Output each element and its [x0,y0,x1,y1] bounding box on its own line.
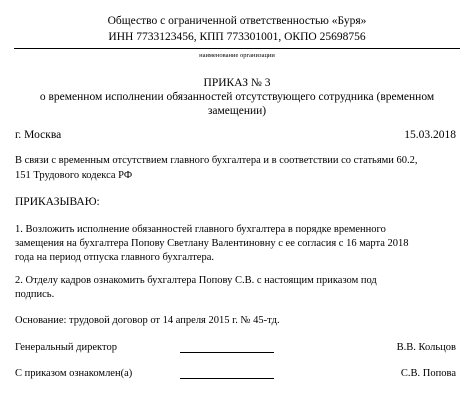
item-2-line-1: 2. Отделу кадров ознакомить бухгалтера Попову С.В. с настоящим приказом под [15,275,377,286]
order-word: ПРИКАЗЫВАЮ: [15,196,100,208]
organization-underline [14,48,460,49]
order-date: 15.03.2018 [404,129,456,141]
director-signature-line [180,352,274,353]
item-1-line-2: замещения на бухгалтера Попову Светлану Валентиновну с ее согласия с 16 марта 2018 [15,238,409,249]
organization-codes: ИНН 7733123456, КПП 773301001, ОКПО 25698756 [108,31,366,43]
acknowledged-title: С приказом ознакомлен(а) [15,368,133,379]
organization-caption: наименование организации [199,52,275,59]
acknowledged-signature-line [180,378,274,379]
director-title: Генеральный директор [15,342,117,353]
preamble-line-2: 151 Трудового кодекса РФ [15,170,133,181]
item-1-line-1: 1. Возложить исполнение обязанностей главного бухгалтера в порядке временного [15,224,386,235]
item-1-line-3: года на период отпуска главного бухгалтера. [15,252,214,263]
director-name: В.В. Кольцов [396,342,456,353]
organization-name: Общество с ограниченной ответственностью «Буря» [107,15,367,27]
order-basis: Основание: трудовой договор от 14 апреля 2015 г. № 45-тд. [15,315,280,326]
order-city: г. Москва [15,129,62,141]
item-2-line-2: подпись. [15,289,55,300]
acknowledged-name: С.В. Попова [400,368,456,379]
order-subject-line-1: о временном исполнении обязанностей отсутствующего сотрудника (временном [39,91,435,103]
order-subject-line-2: замещении) [207,105,267,117]
preamble-line-1: В связи с временным отсутствием главного бухгалтера и в соответствии со статьями 60.2, [15,155,418,166]
order-title: ПРИКАЗ № 3 [203,77,271,89]
